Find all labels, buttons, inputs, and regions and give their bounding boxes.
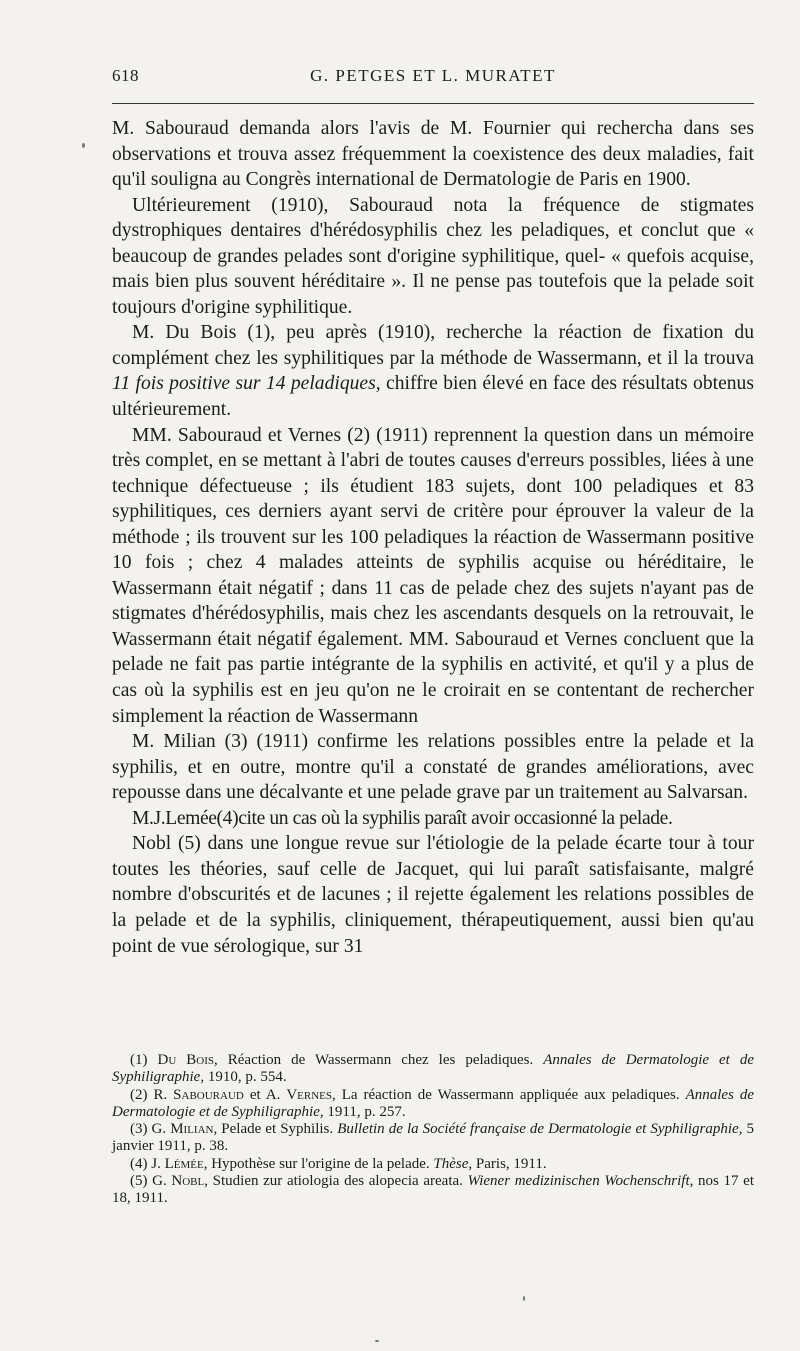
footnote-journal: Thèse, — [433, 1155, 473, 1172]
footnote-number: (1) — [130, 1052, 158, 1068]
text-run: chiffre bien élevé en face des résultats obtenus ultérieurement. — [112, 373, 754, 421]
footnote-number: (3) G. — [130, 1121, 171, 1138]
footnote-ref: Paris, 1911. — [472, 1155, 547, 1172]
paragraph: M.J.Lemée(4)cite un cas où la syphilis paraît avoir occasionné la pelade. — [132, 807, 673, 829]
running-title: G. PETGES ET L. MURATET — [310, 66, 556, 85]
footnote-journal: Wiener medizinischen Wochenschrift, — [467, 1173, 694, 1190]
footnote-title: , Pelade et Syphilis. — [213, 1121, 338, 1138]
footnote-author: Lémée — [164, 1155, 204, 1172]
footnote-author: Sabouraud — [173, 1086, 244, 1103]
paragraph: M. Sabouraud demanda alors l'avis de M. Fournier qui rechercha dans ses observations et trouva assez fréquemment la coexistence des deux maladies, fait qu'il souligna au Congrès international de Dermatologie de Paris en 1900. — [112, 118, 754, 191]
footnote-3 — [112, 1121, 754, 1156]
footnote-author: Du Bois — [157, 1052, 215, 1068]
footnote-author: Milian — [170, 1121, 214, 1138]
footnote-number: (4) J. — [130, 1155, 165, 1172]
paper-speck — [375, 1340, 379, 1342]
footnote-4 — [112, 1156, 754, 1173]
footnote-author: Vernes — [286, 1086, 332, 1103]
footnote-title: , Réaction de Wassermann chez les peladiques. — [214, 1052, 544, 1068]
paragraph: MM. Sabouraud et Vernes (2) (1911) reprennent la question dans un mémoire très complet, en se mettant à l'abri de toutes causes d'erreurs possibles, liées à une technique défectueuse ; ils étudient 183 sujets, dont 100 peladiques et 83 syphilitiques, ces derniers ayant servi de critère pour éprouver la valeur de la méthode ; ils trouvent sur les 100 peladiques la réaction de Wassermann positive 10 fois ; chez 4 malades atteints de syphilis acquise ou héréditaire, le Wassermann était négatif ; dans 11 cas de pelade chez des sujets n'ayant pas de stigmates d'hérédosyphilis, mais chez les ascendants desquels on la retrouvait, le Wassermann était négatif également. MM. Sabouraud et Vernes concluent que la pelade ne fait pas partie intégrante de la syphilis en activité, et qu'il y a plus de cas où la syphilis est en jeu qu'on ne le croirait en se contentant de rechercher simplement la réaction de Wassermann — [112, 424, 754, 727]
footnote-journal: Annales de Dermatologie et de Syphiligraphie, — [112, 1086, 755, 1120]
paragraph: Nobl (5) dans une longue revue sur l'étiologie de la pelade écarte tour à tour toutes les théories, sauf celle de Jacquet, qui lui paraît satisfaisante, malgré nombre d'obscurités et de lacunes ; il rejette également les relations possibles de la pelade et de la syphilis, cliniquement, thérapeutiquement, aussi bien qu'au point de vue sérologique, sur 31 — [112, 833, 754, 957]
italic-run: 11 fois positive sur 14 peladiques, — [112, 373, 381, 395]
footnote-journal: Bulletin de la Société française de Dermatologie et Syphiligraphie, — [337, 1121, 743, 1138]
paragraph: Ultérieurement (1910), Sabouraud nota la fréquence de stigmates dystrophiques dentaires d'hérédosyphilis chez les peladiques, et conclut que « beaucoup de grandes pelades sont d'origine syphilitique, quel- « quefois acquise, mais bien plus souvent héréditaire ». Il ne pense pas toutefois que la pelade soit toujours d'origine syphilitique. — [112, 194, 754, 318]
footnote-number: (2) R. — [130, 1086, 174, 1103]
footnote-ref: 1910, p. 554. — [204, 1069, 287, 1086]
footnote-title: , Hypothèse sur l'origine de la pelade. — [203, 1155, 434, 1172]
footnotes — [112, 1052, 754, 1208]
footnote-ref: nos 17 et 18, 1911. — [112, 1173, 755, 1207]
page-number: 618 — [112, 66, 139, 85]
footnote-2 — [112, 1087, 754, 1122]
footnote-journal: Annales de Dermatologie et de Syphiligraphie, — [112, 1052, 755, 1086]
page-header — [112, 66, 754, 90]
footnote-title: , La réaction de Wassermann appliquée aux peladiques. — [332, 1086, 686, 1103]
text-run: M. Du Bois (1), peu après (1910), recherche la réaction de fixation du complément chez les syphilitiques par la méthode de Wassermann, et il la trouva — [112, 322, 754, 369]
footnote-ref: 1911, p. 257. — [323, 1103, 406, 1120]
paragraph: M. Milian (3) (1911) confirme les relations possibles entre la pelade et la syphilis, et en outre, montre qu'il a constaté de grandes améliorations, avec repousse dans une décalvante et une pelade grave par un traitement au Salvarsan. — [112, 731, 754, 804]
paper-speck — [82, 143, 85, 148]
footnote-title: , Studien zur atiologia des alopecia areata. — [204, 1173, 468, 1190]
footnote-ref: 5 janvier 1911, p. 38. — [112, 1121, 755, 1155]
footnote-text: et A. — [243, 1086, 287, 1103]
footnote-number: (5) G. — [130, 1173, 172, 1190]
header-rule — [112, 103, 754, 104]
main-text — [112, 116, 754, 959]
paper-speck — [523, 1296, 525, 1301]
footnote-1 — [112, 1052, 754, 1087]
footnote-5 — [112, 1173, 754, 1208]
footnote-author: Nobl — [171, 1173, 205, 1190]
paragraph — [112, 320, 754, 422]
